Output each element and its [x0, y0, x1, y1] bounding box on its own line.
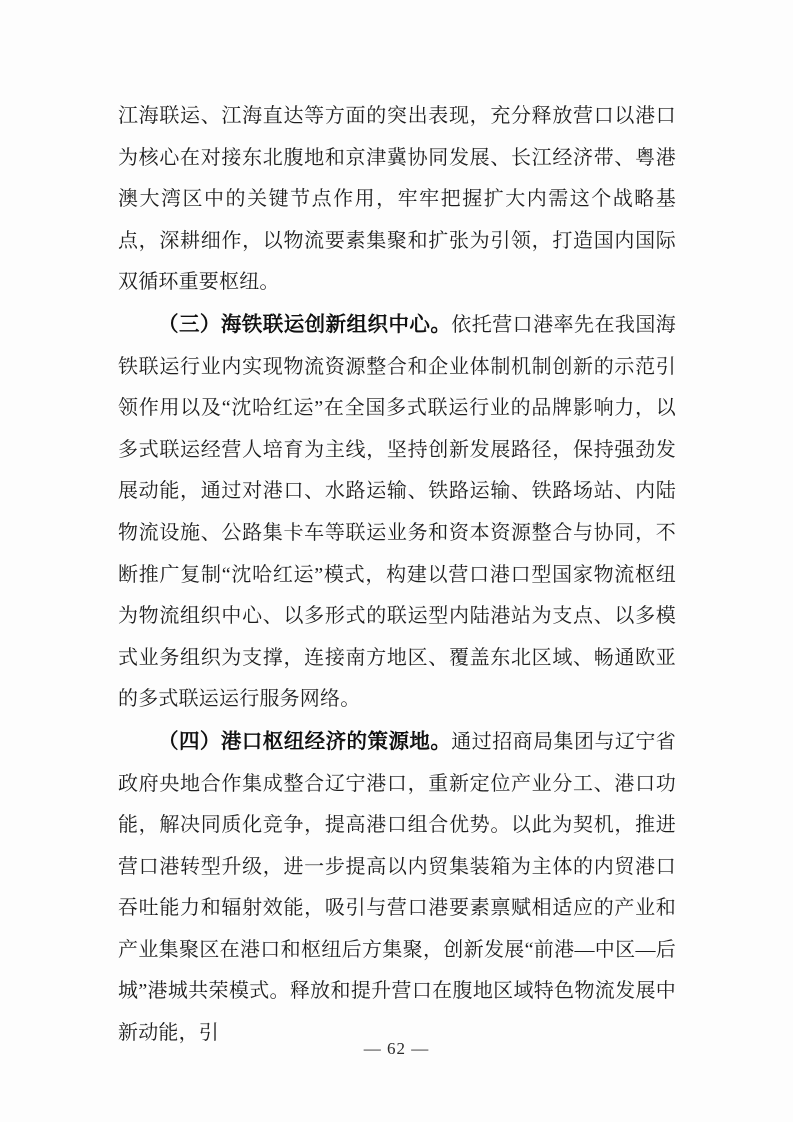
paragraph-section-4	[118, 721, 676, 1055]
body-text: 依托营口港率先在我国海铁联运行业内实现物流资源整合和企业体制机制创新的示范引领作用以及“沈哈红运”在全国多式联运行业的品牌影响力，以多式联运经营人培育为主线，坚持创新发展路径，保持强劲发展动能，通过对港口、水路运输、铁路运输、铁路场站、内陆物流设施、公路集卡车等联运业务和资本资源整合与协同，不断推广复制“沈哈红运”模式，构建以营口港口型国家物流枢纽为物流组织中心、以多形式的联运型内陆港站为支点、以多模式业务组织为支撑，连接南方地区、覆盖东北区域、畅通欧亚的多式联运运行服务网络。	[118, 313, 676, 711]
paragraph-section-3	[118, 304, 676, 721]
footer	[0, 1036, 793, 1062]
body-text: 通过招商局集团与辽宁省政府央地合作集成整合辽宁港口，重新定位产业分工、港口功能，解决同质化竞争，提高港口组合优势。以此为契机，推进营口港转型升级，进一步提高以内贸集装箱为主体的内贸港口吞吐能力和辐射效能，吸引与营口港要素禀赋相适应的产业和产业集聚区在港口和枢纽后方集聚，创新发展“前港—中区—后城”港城共荣模式。释放和提升营口在腹地区域特色物流发展中新动能，引	[118, 730, 676, 1045]
document-content	[118, 96, 676, 1055]
page-number: — 62 —	[363, 1039, 430, 1058]
section-heading-3: （三）海铁联运创新组织中心。	[158, 312, 452, 336]
body-text: 江海联运、江海直达等方面的突出表现，充分释放营口以港口为核心在对接东北腹地和京津冀协同发展、长江经济带、粤港澳大湾区中的关键节点作用，牢牢把握扩大内需这个战略基点，深耕细作，以物流要素集聚和扩张为引领，打造国内国际双循环重要枢纽。	[118, 105, 676, 294]
section-heading-4: （四）港口枢纽经济的策源地。	[158, 729, 452, 753]
paragraph-continuation	[118, 96, 676, 304]
